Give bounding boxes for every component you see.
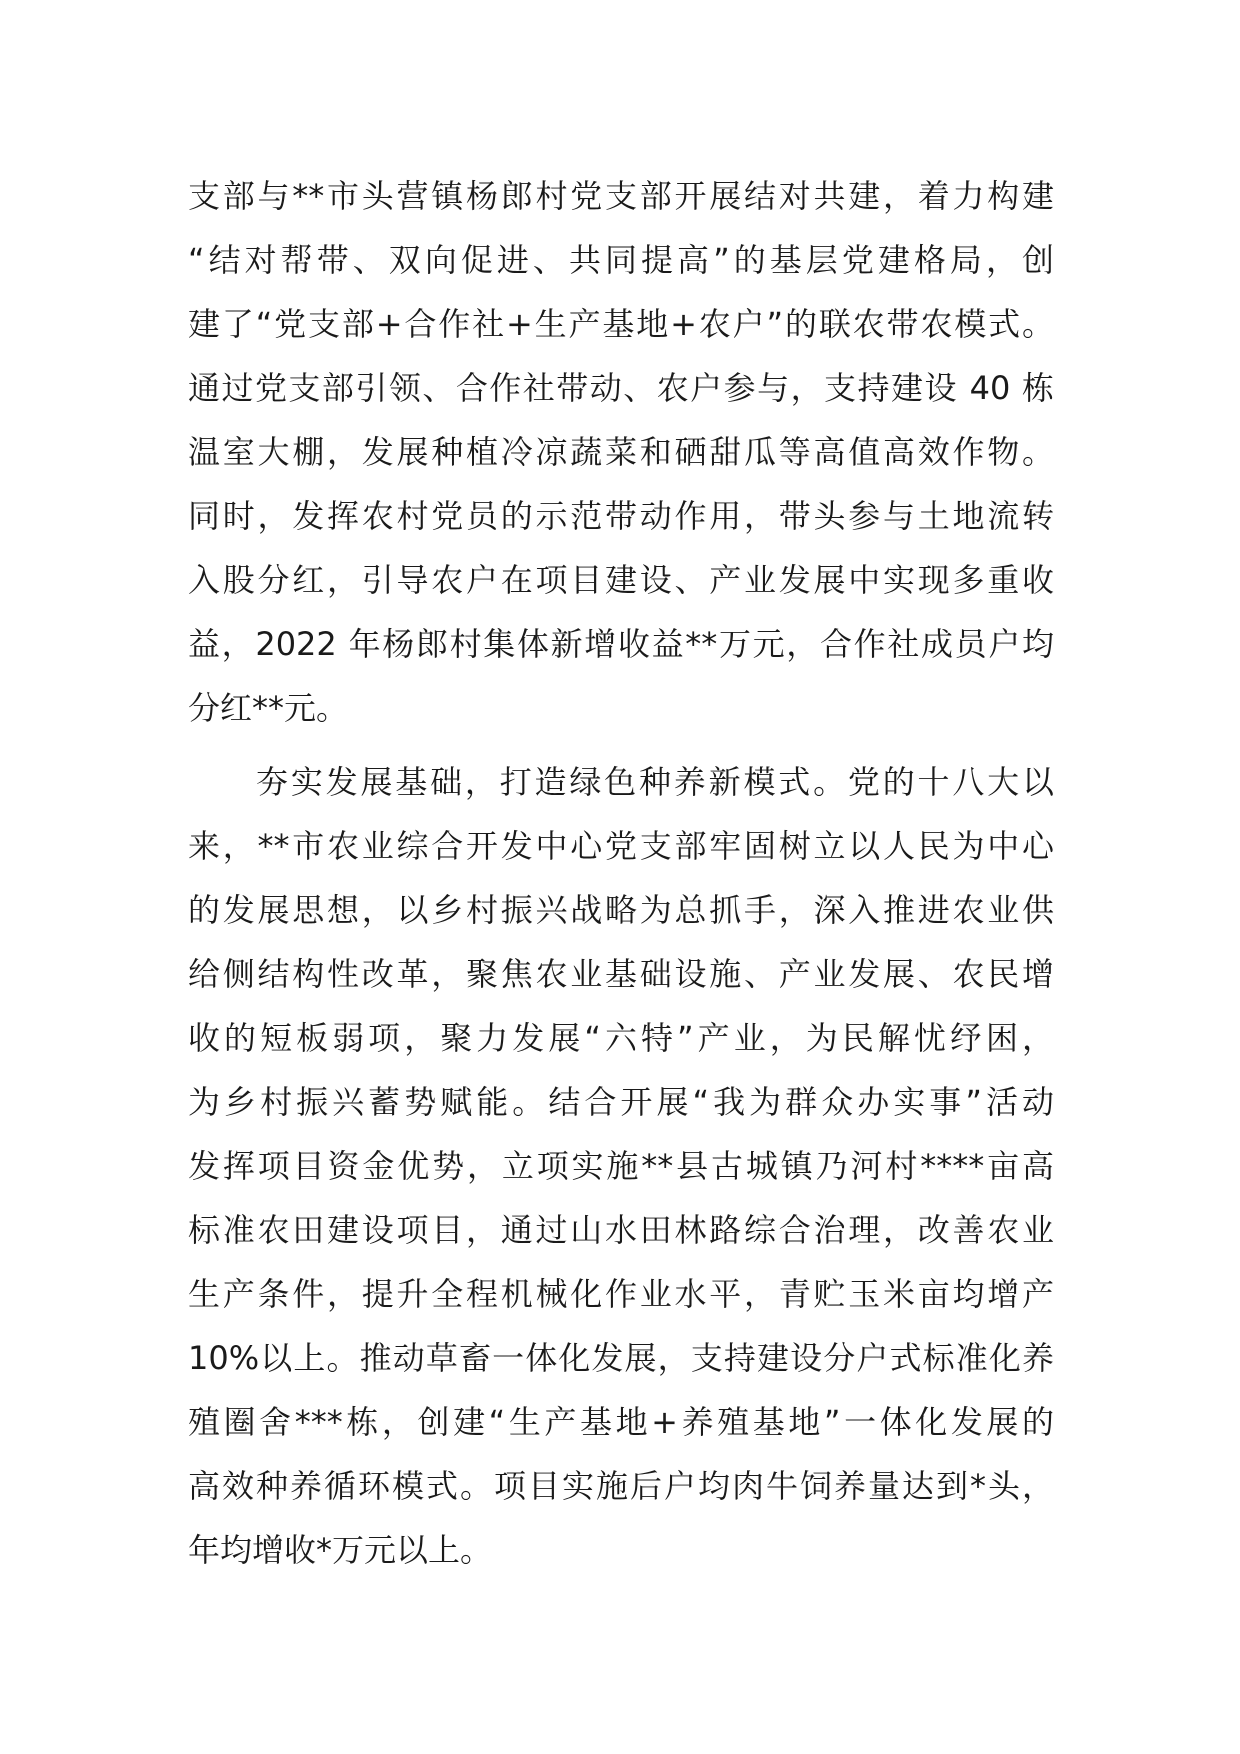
text-line-last: 分红**元。 [188,689,349,727]
text-line: 标准农田建设项目，通过山水田林路综合治理，改善农业 [188,1211,1054,1249]
text-line: 高效种养循环模式。项目实施后户均肉牛饲养量达到*头， [188,1467,1054,1505]
text-line: 生产条件，提升全程机械化作业水平，青贮玉米亩均增产 [188,1275,1054,1313]
text-line: 建了“党支部+合作社+生产基地+农户”的联农带农模式。 [188,305,1054,343]
text-line: 发挥项目资金优势，立项实施**县古城镇乃河村****亩高 [188,1147,1054,1185]
text-line: 温室大棚，发展种植冷凉蔬菜和硒甜瓜等高值高效作物。 [188,433,1054,471]
text-line: 给侧结构性改革，聚焦农业基础设施、产业发展、农民增 [188,955,1054,993]
text-line: 收的短板弱项，聚力发展“六特”产业，为民解忧纾困， [188,1019,1054,1057]
text-line: 10%以上。推动草畜一体化发展，支持建设分户式标准化养 [188,1339,1054,1377]
text-line-indented: 夯实发展基础，打造绿色种养新模式。党的十八大以 [256,763,1054,801]
text-line: 来，**市农业综合开发中心党支部牢固树立以人民为中心 [188,827,1054,865]
paragraph-2 [188,750,1054,1582]
text-line: “结对帮带、双向促进、共同提高”的基层党建格局，创 [188,241,1054,279]
text-line: 通过党支部引领、合作社带动、农户参与，支持建设 40 栋 [188,369,1054,407]
text-line: 益，2022 年杨郎村集体新增收益**万元，合作社成员户均 [188,625,1054,663]
text-line: 殖圈舍***栋，创建“生产基地+养殖基地”一体化发展的 [188,1403,1054,1441]
text-line: 入股分红，引导农户在项目建设、产业发展中实现多重收 [188,561,1054,599]
text-line: 支部与**市头营镇杨郎村党支部开展结对共建，着力构建 [188,177,1054,215]
text-line: 同时，发挥农村党员的示范带动作用，带头参与土地流转 [188,497,1054,535]
paragraph-1 [188,164,1054,740]
text-line: 的发展思想，以乡村振兴战略为总抓手，深入推进农业供 [188,891,1054,929]
text-line-last: 年均增收*万元以上。 [188,1531,493,1569]
text-line: 为乡村振兴蓄势赋能。结合开展“我为群众办实事”活动 [188,1083,1054,1121]
